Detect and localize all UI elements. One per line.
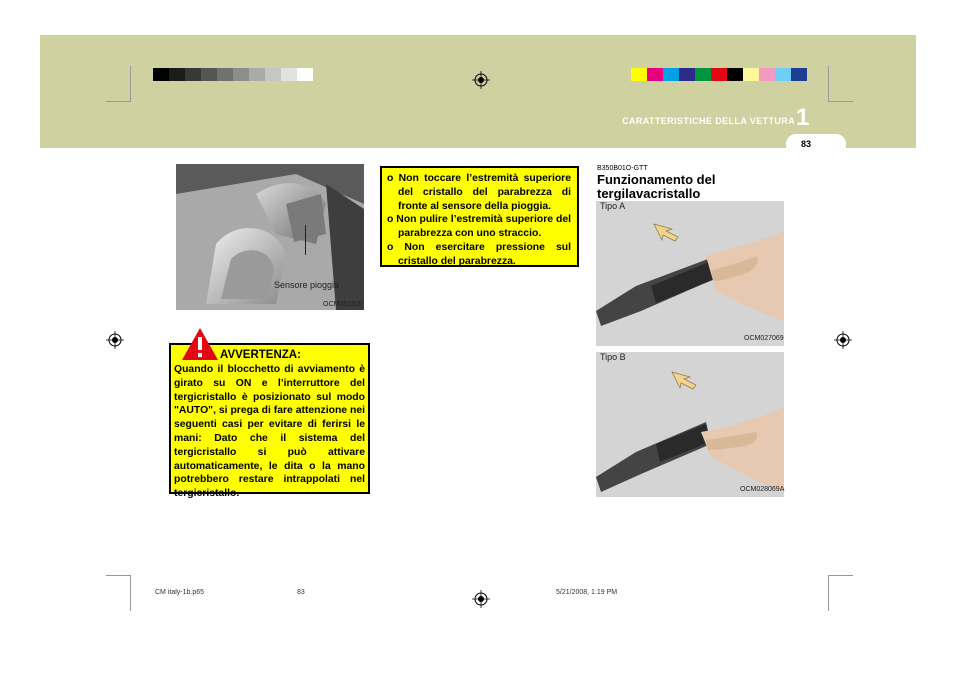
register-target-icon — [472, 590, 490, 608]
chapter-label: CARATTERISTICHE DELLA VETTURA — [622, 116, 796, 126]
crop-mark — [829, 575, 853, 576]
crop-mark — [829, 101, 853, 102]
wiper-type-b-photo — [596, 352, 784, 497]
color-swatch — [217, 68, 233, 81]
section-code: B350B01O-GTT — [597, 165, 648, 172]
page-number: 83 — [800, 139, 811, 149]
wiper-stalk-illustration — [596, 201, 784, 346]
gray-calibration-bar — [153, 68, 313, 81]
color-swatch — [249, 68, 265, 81]
footer-file: CM italy-1b.p65 — [155, 589, 205, 596]
warning-title: AVVERTENZA: — [220, 349, 301, 361]
color-swatch — [169, 68, 185, 81]
wiper-stalk-illustration — [596, 352, 784, 497]
register-target-icon — [106, 331, 124, 349]
register-target-icon — [834, 331, 852, 349]
caution-item: o Non esercitare pressione sul cristallo del parabrezza. — [387, 241, 571, 267]
color-swatch — [727, 68, 743, 81]
crop-mark — [130, 66, 131, 102]
photo-code: OCM052300 — [323, 301, 363, 308]
color-swatch — [265, 68, 281, 81]
color-swatch — [153, 68, 169, 81]
crop-mark — [106, 101, 130, 102]
color-swatch — [185, 68, 201, 81]
color-swatch — [759, 68, 775, 81]
color-swatch — [631, 68, 647, 81]
color-swatch — [743, 68, 759, 81]
color-swatch — [647, 68, 663, 81]
footer-page: 83 — [297, 589, 305, 596]
color-swatch — [695, 68, 711, 81]
color-calibration-bar — [631, 68, 807, 81]
caution-item: o Non pulire l’estremità superiore del parabrezza con uno straccio. — [387, 214, 571, 240]
wiper-type-a-photo — [596, 201, 784, 346]
chapter-number: 1 — [796, 104, 810, 131]
caution-item: o Non toccare l’estremità superiore del cristallo del parabrezza di fronte al sensore della pioggia. — [387, 173, 571, 212]
color-swatch — [297, 68, 313, 81]
footer-date: 5/21/2008, 1:19 PM — [556, 589, 618, 596]
type-b-label: Tipo B — [600, 352, 626, 362]
caution-box — [380, 166, 579, 267]
rain-sensor-label: Sensore pioggia — [274, 280, 340, 290]
color-swatch — [775, 68, 791, 81]
color-swatch — [679, 68, 695, 81]
color-swatch — [791, 68, 807, 81]
color-swatch — [201, 68, 217, 81]
type-a-label: Tipo A — [600, 201, 626, 211]
sensor-leader-line — [305, 225, 306, 255]
crop-mark — [130, 575, 131, 611]
warning-text: Quando il blocchetto di avviamento è girato su ON e l’interruttore del tergicristallo è posizionato sul modo "AUTO", si prega di fare attenzione nei seguenti casi per evitare di ferirsi le mani: Dato che il sistema del tergicristallo si può attivare automaticamente, le dita o la mano potrebbero restare intrappolati nel tergicristallo. — [174, 364, 365, 500]
register-target-icon — [472, 71, 490, 89]
color-swatch — [233, 68, 249, 81]
crop-mark — [828, 66, 829, 102]
color-swatch — [663, 68, 679, 81]
color-swatch — [281, 68, 297, 81]
warning-triangle-icon — [181, 327, 219, 361]
photo-code: OCM027069 — [744, 335, 784, 342]
crop-mark — [828, 575, 829, 611]
color-swatch — [711, 68, 727, 81]
header-band — [40, 35, 916, 148]
crop-mark — [106, 575, 130, 576]
photo-code: OCM028069A — [740, 486, 785, 493]
section-title: Funzionamento del tergilavacristallo — [597, 172, 716, 201]
